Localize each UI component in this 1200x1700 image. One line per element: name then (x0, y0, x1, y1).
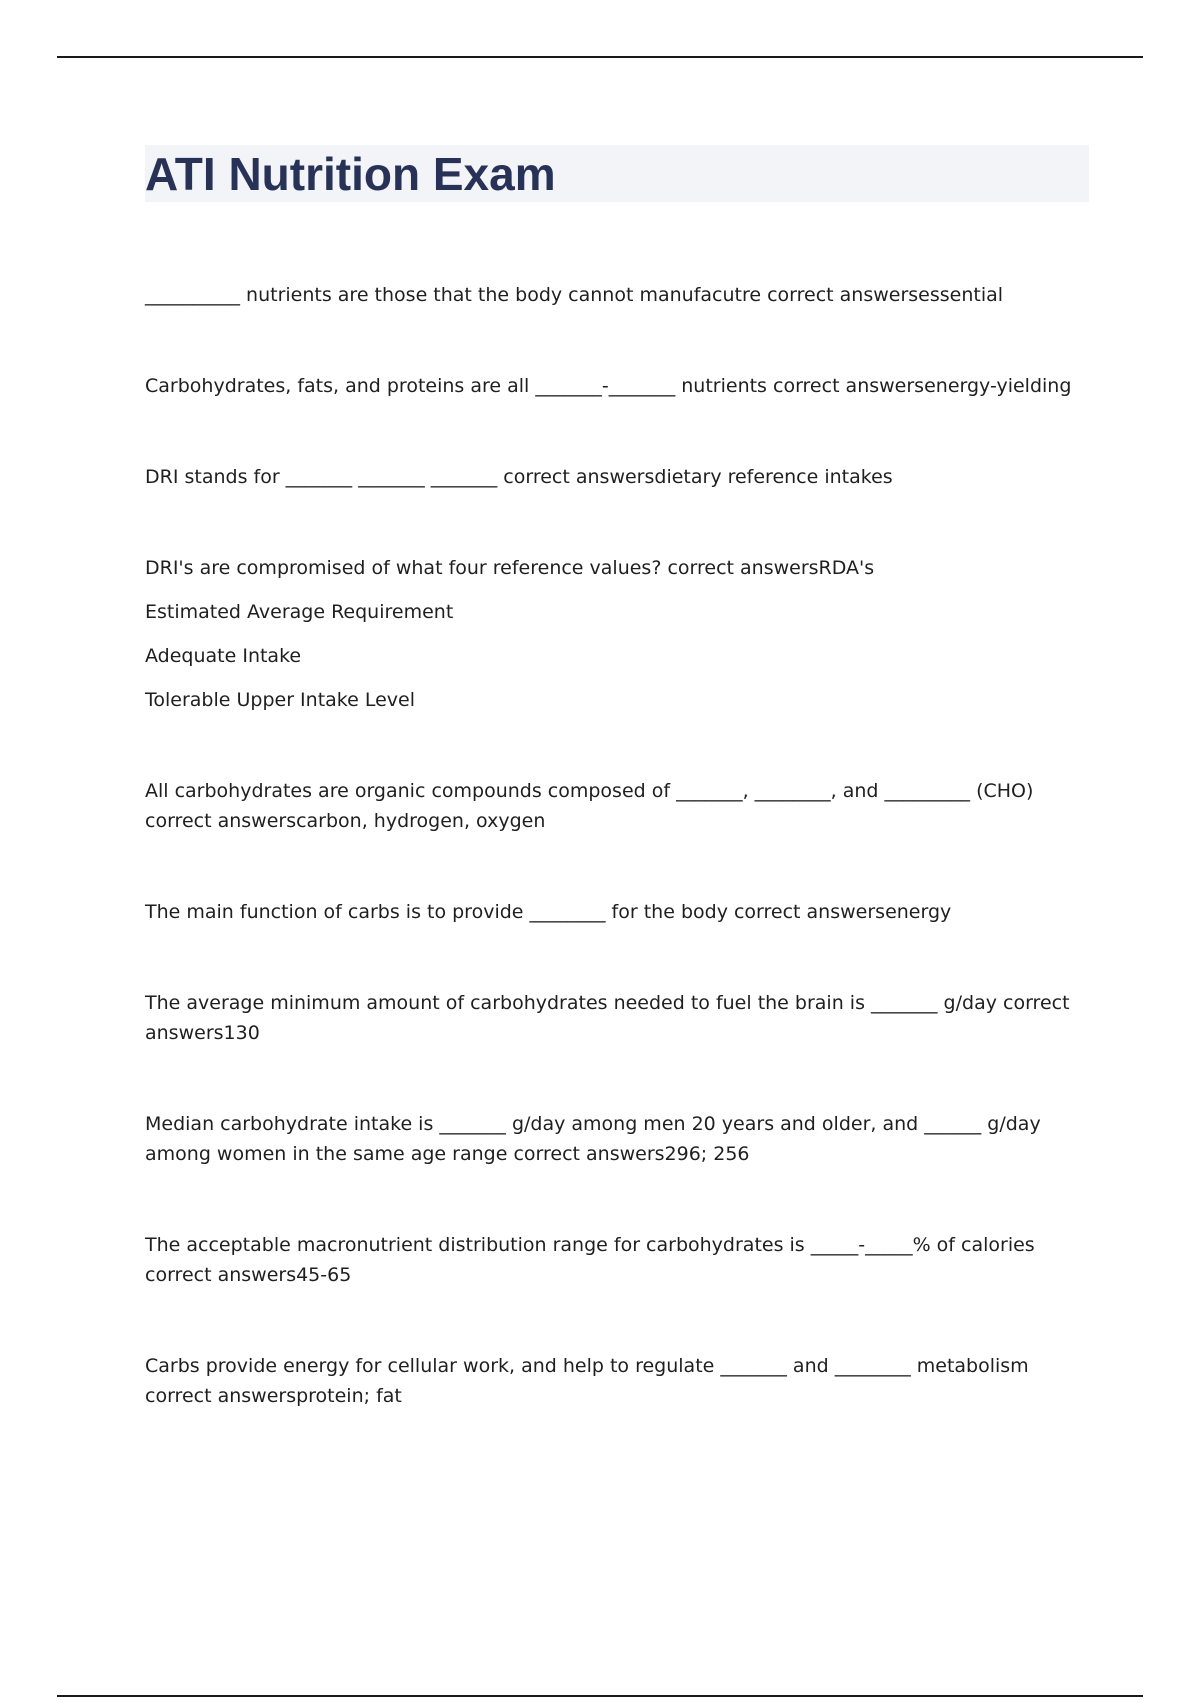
qa-text: The main function of carbs is to provide ________ for the body correct answersenergy (145, 901, 952, 923)
qa-item (145, 988, 1085, 1048)
qa-text: __________ nutrients are those that the body cannot manufacutre correct answersessential (145, 284, 1004, 306)
qa-item (145, 553, 1085, 715)
qa-text: DRI stands for _______ _______ _______ correct answersdietary reference intakes (145, 466, 893, 488)
qa-text: The average minimum amount of carbohydrates needed to fuel the brain is _______ g/day correct answers130 (145, 992, 1070, 1044)
qa-text: The acceptable macronutrient distribution range for carbohydrates is _____-_____% of calories correct answers45-65 (145, 1234, 1035, 1286)
qa-text: All carbohydrates are organic compounds composed of _______, ________, and _________ (CHO) correct answerscarbon, hydrogen, oxygen (145, 780, 1034, 832)
qa-item (145, 1351, 1085, 1411)
bottom-rule (57, 1695, 1143, 1697)
qa-item (145, 897, 1085, 927)
qa-answer-line: Tolerable Upper Intake Level (145, 689, 416, 711)
qa-text: Carbohydrates, fats, and proteins are all _______-_______ nutrients correct answersenergy-yielding (145, 375, 1072, 397)
qa-text: Median carbohydrate intake is _______ g/day among men 20 years and older, and ______ g/day among women in the same age range correct answers296; 256 (145, 1113, 1041, 1165)
qa-answer-line: Adequate Intake (145, 645, 302, 667)
qa-answer-line: Estimated Average Requirement (145, 601, 454, 623)
qa-list (145, 280, 1085, 1411)
top-rule (57, 56, 1143, 58)
page-title: ATI Nutrition Exam (145, 148, 556, 200)
qa-item (145, 371, 1085, 401)
qa-item (145, 462, 1085, 492)
qa-text: DRI's are compromised of what four reference values? correct answersRDA's (145, 557, 875, 579)
qa-item (145, 1230, 1085, 1290)
qa-item (145, 1109, 1085, 1169)
qa-item (145, 280, 1085, 310)
qa-item (145, 776, 1085, 836)
qa-text: Carbs provide energy for cellular work, and help to regulate _______ and ________ metabolism correct answersprotein; fat (145, 1355, 1029, 1407)
